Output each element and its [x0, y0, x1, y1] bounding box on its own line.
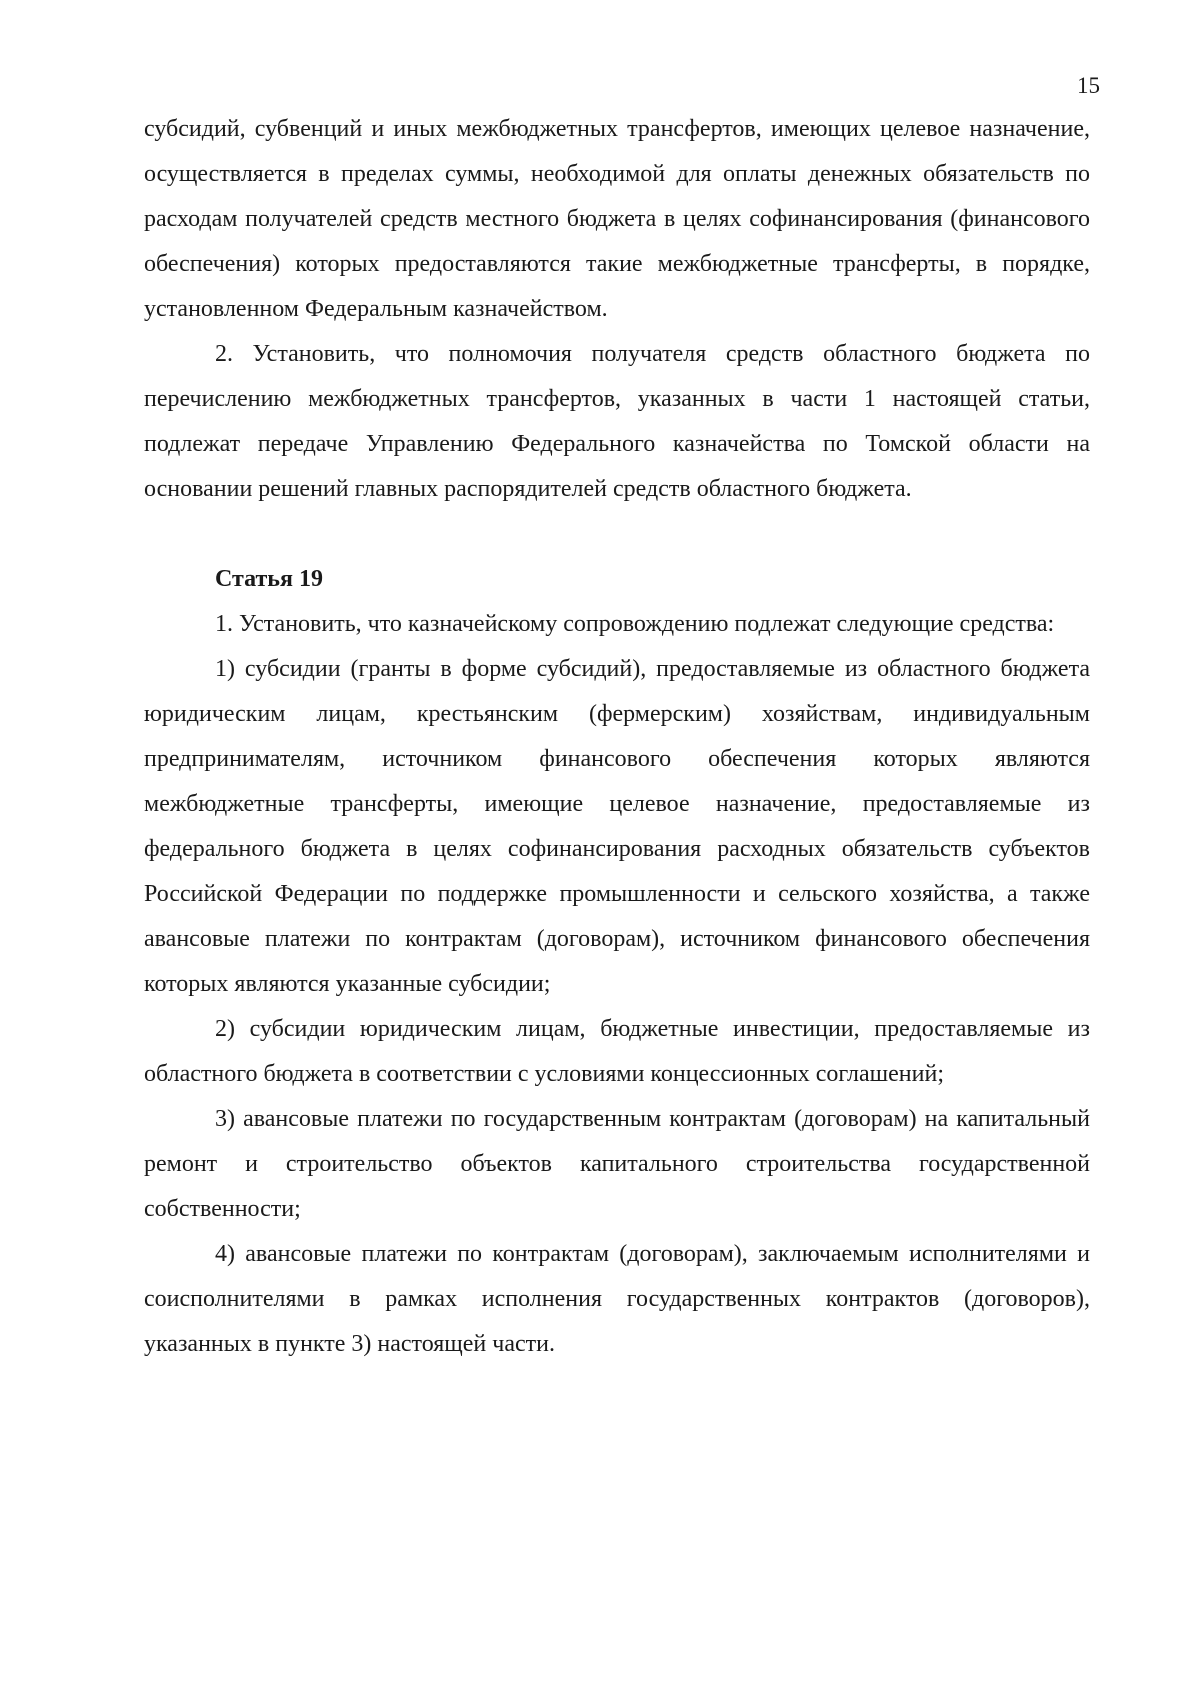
paragraph-continuation: субсидий, субвенций и иных межбюджетных трансфертов, имеющих целевое назначение, осуществляется в пределах суммы, необходимой для оплаты денежных обязательств по расходам получателей средств местного бюджета в целях софинансирования (финансового обеспечения) которых предоставляются такие межбюджетные трансферты, в порядке, установленном Федеральным казначейством. — [144, 116, 1090, 322]
article-subitem-3: 3) авансовые платежи по государственным контрактам (договорам) на капитальный ремонт и строительство объектов капитального строительства государственной собственности; — [144, 1106, 1090, 1222]
article-heading: Статья 19 — [215, 566, 323, 592]
article-subitem-2: 2) субсидии юридическим лицам, бюджетные инвестиции, предоставляемые из областного бюджета в соответствии с условиями концессионных соглашений; — [144, 1016, 1090, 1087]
page-number: 15 — [1077, 73, 1100, 98]
document-body — [144, 107, 1090, 1367]
article-subitem-4: 4) авансовые платежи по контрактам (договорам), заключаемым исполнителями и соисполнителями в рамках исполнения государственных контрактов (договоров), указанных в пункте 3) настоящей части. — [144, 1241, 1090, 1357]
paragraph-item-2: 2. Установить, что полномочия получателя средств областного бюджета по перечислению межбюджетных трансфертов, указанных в части 1 настоящей статьи, подлежат передаче Управлению Федерального казначейства по Томской области на основании решений главных распорядителей средств областного бюджета. — [144, 341, 1090, 502]
section-spacer — [144, 512, 1090, 557]
article-paragraph-1: 1. Установить, что казначейскому сопровождению подлежат следующие средства: — [215, 611, 1055, 637]
article-subitem-1: 1) субсидии (гранты в форме субсидий), предоставляемые из областного бюджета юридическим лицам, крестьянским (фермерским) хозяйствам, индивидуальным предпринимателям, источником финансового обеспечения которых являются межбюджетные трансферты, имеющие целевое назначение, предоставляемые из федерального бюджета в целях софинансирования расходных обязательств субъектов Российской Федерации по поддержке промышленности и сельского хозяйства, а также авансовые платежи по контрактам (договорам), источником финансового обеспечения которых являются указанные субсидии; — [144, 656, 1090, 997]
